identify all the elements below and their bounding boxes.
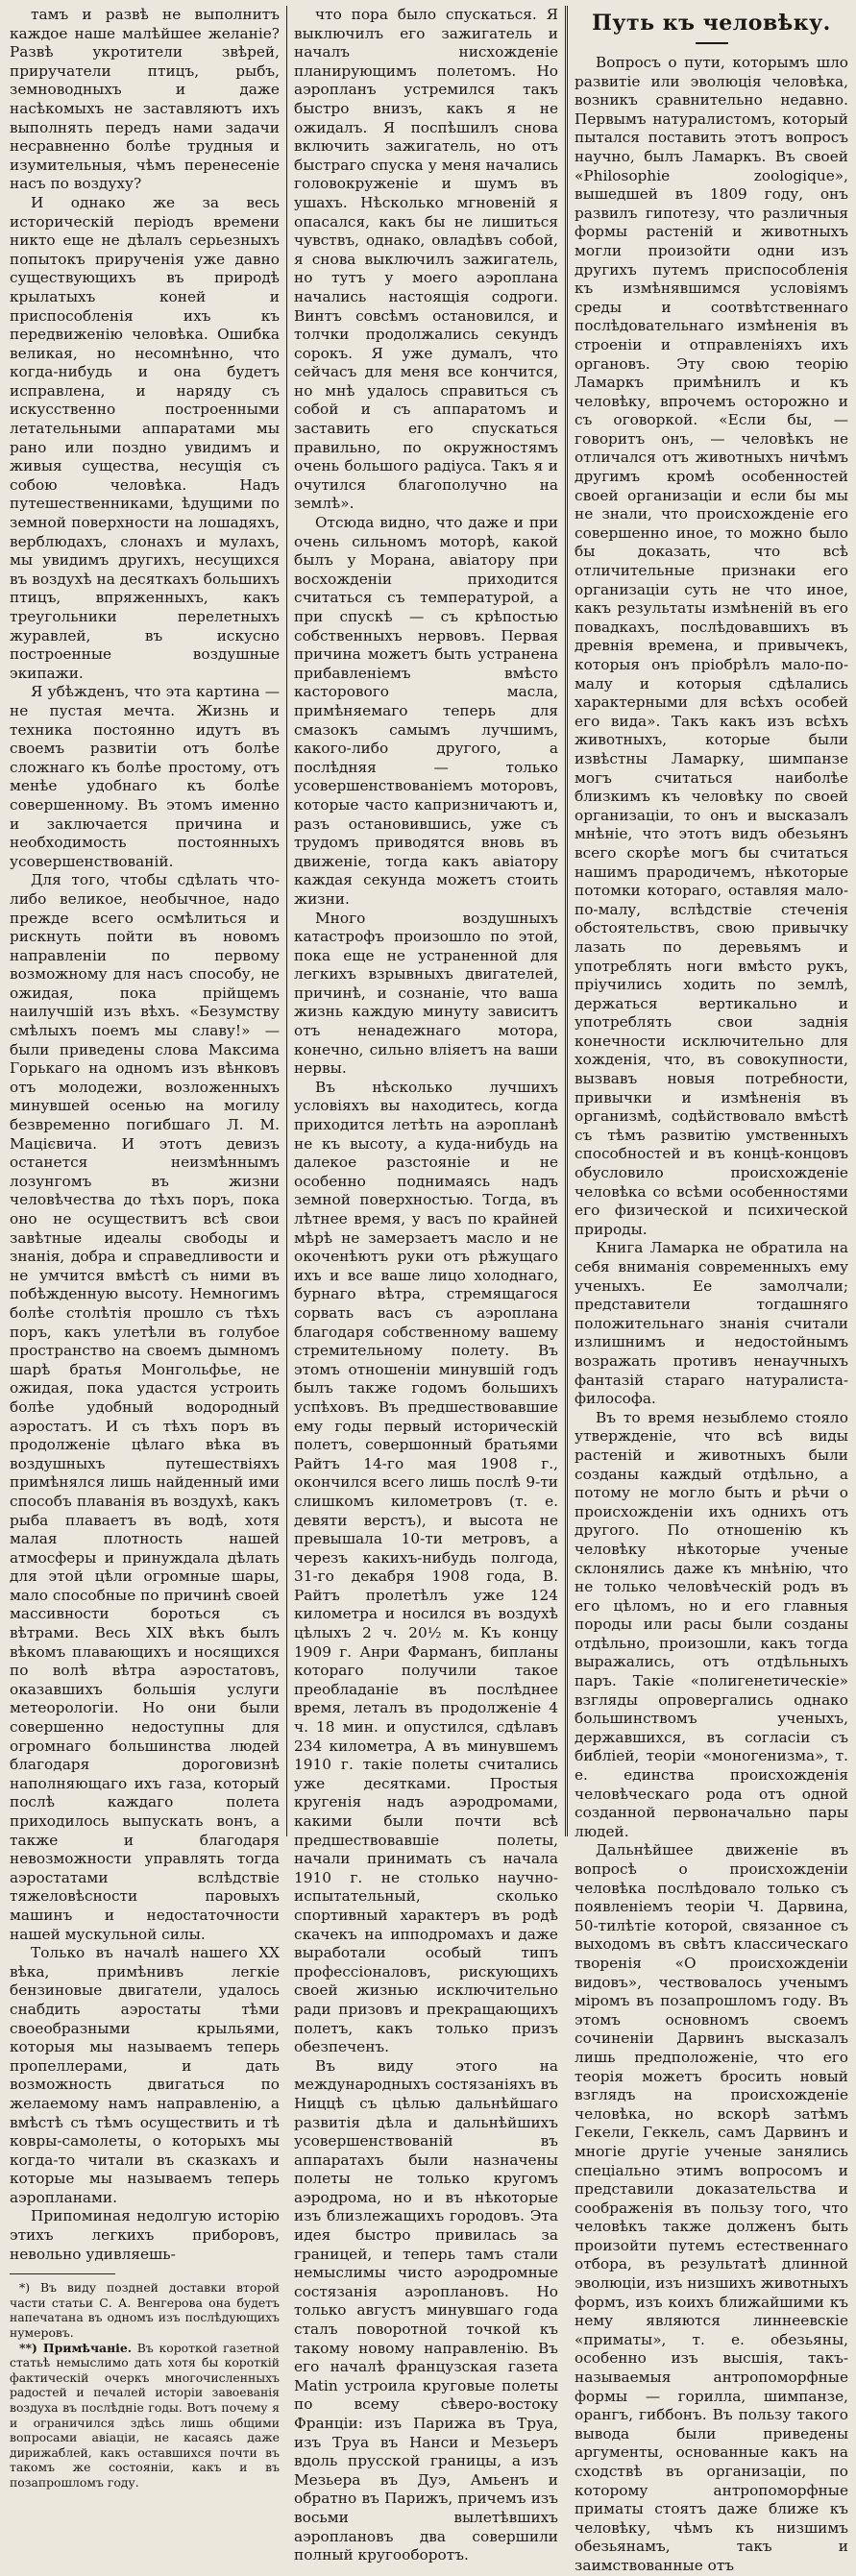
column-left [8, 6, 287, 2490]
footnote-2-text: Въ короткой газетной статьѣ немыслимо дать хотя бы короткій фактическій очеркъ многочисленныхъ радостей и печалей исторіи завоеванія воздуха въ послѣдніе годы. Вотъ почему я и ограничился здѣсь лишь общими вопросами авіаціи, не касаясь даже дирижаблей, какъ оставшихся почти въ такомъ же состояніи, какъ и въ позапрошломъ году. [10, 2340, 280, 2490]
footnote-2 [10, 2341, 280, 2491]
paragraph: Припоминая недолгую исторію этихъ легкихъ приборовъ, невольно удивляешь- [10, 2207, 280, 2263]
paragraph: Я убѣжденъ, что эта картина — не пустая мечта. Жизнь и техника постоянно идутъ въ своемъ развитіи отъ болѣе сложнаго къ болѣе простому, отъ менѣе удобнаго къ болѣе совершенному. Въ этомъ именно и заключается причина и необходимость постоянныхъ усовершенствованій. [10, 683, 280, 870]
paragraph: Въ нѣсколько лучшихъ условіяхъ вы находитесь, когда приходится летѣть на аэропланѣ не къ высоту, а кудa-нибудь на далекое разстояніе и не особенно поднимаясь надъ земной поверхностью. Тогда, въ лѣтнее время, у васъ по крайней мѣрѣ не замерзаетъ масло и не окоченѣютъ руки отъ рѣжущаго ихъ и все ваше лицо холоднаго, бурнаго вѣтра, стремящагося сорвать васъ съ аэроплана благодаря собственному вашему стремительному полету. Въ этомъ отношеніи минувшій годъ былъ также годомъ большихъ успѣховъ. Въ предшествовавшие ему годы первый историческій полетъ, совершонный братьями Райтъ 14-го мая 1908 г., окончился всего лишь послѣ 9-ти слишкомъ километровъ (т. е. девяти верстъ), и высота не превышала 10-ти метровъ, а черезъ какихъ-нибудь полгода, 31-го декабря 1908 года, В. Райтъ пролетѣлъ уже 124 километра и носился въ воздухѣ цѣлыхъ 2 ч. 20½ м. Къ концу 1909 г. Анри Фарманъ, бипланы котораго получили такое преобладаніе въ послѣднее время, леталъ въ продолженіе 4 ч. 18 мин. и опустился, сдѣлавъ 234 километра, А въ минувшемъ 1910 г. такіе полеты считались уже десятками. Простыя кругенія надъ аэродромами, какими были почти всѣ предшествовавшіе полеты, начали принимать съ начала 1910 г. не столько научно-испытательный, сколько спортивный характеръ въ родѣ скачекъ на ипподромахъ и даже выработали особый типъ профессіоналовъ, рискующихъ своей жизнью исключительно ради призовъ и прекращающихъ полетъ, какъ только призъ обезпеченъ. [294, 1078, 558, 2056]
article-title: Путь къ человѣку. [592, 11, 831, 36]
footnotes [10, 2280, 280, 2490]
paragraph: Въ виду этого на международныхъ состязаніяхъ въ Ниццѣ съ цѣлью дальнѣйшаго развитія дѣла и дальнѣйшихъ усовершенствованій въ аппаратахъ были назначены полеты не только кругомъ аэродрома, но и въ нѣкоторые изъ близлежащихъ городовъ. Эта идея быстро привилась за границей, и теперь тамъ стали немыслимы чисто аэродромные состязанія аэроплановъ. Но только августъ минувшаго года сталъ поворотной точкой къ такому новому направленію. Въ его началѣ французская газета Matin устроила круговые полеты по всему сѣверо-востоку Франціи: изъ Парижа въ Труа, изъ Труа въ Нанси и Мезьеръ вдоль прусской границы, а изъ Мезьера въ Дуэ, Амьенъ и обратно въ Парижъ, причемъ изъ восьми вылетѣвшихъ аэроплановъ два совершили полный кругооборотъ. [294, 2056, 558, 2564]
footnote-divider [10, 2273, 115, 2274]
paragraph: Дальнѣйшее движеніе въ вопросѣ о происхожденіи человѣка послѣдовало только съ появленіемъ теоріи Ч. Дарвина, 50-тилѣтіе которой, связанное съ выходомъ въ свѣтъ классическаго творенія «О происхожденіи видовъ», чествовалось ученымъ міромъ въ позапрошломъ году. Въ этомъ основномъ своемъ сочиненіи Дарвинъ высказалъ лишь предположеніе, что его теорія можетъ бросить новый взглядъ на происхожденіе человѣка, но вскорѣ затѣмъ Гекели, Геккель, самъ Дарвинъ и многіе другіе ученые занялись спеціально этимъ вопросомъ и представили доказательства и соображенія въ пользу того, что человѣкъ также долженъ быть произойти путемъ естественнаго отбора, въ результатѣ длинной эволюціи, изъ низшихъ животныхъ формъ, изъ коихъ ближайшими къ нему являются линнеевскіе «приматы», т. е. обезьяны, особенно изъ высшія, такъ-называемыя антропоморфные формы — горилла, шимпанзе, орангъ, гиббонъ. Въ пользу такого вывода были приведены аргументы, основанные какъ на сходствѣ въ организаціи, по которому антропоморфные приматы стоятъ даже ближе къ человѣку, чѣмъ къ низшимъ обезьянамъ, такъ и заимствованные отъ [575, 1841, 848, 2574]
paragraph: Книга Ламарка не обратила на себя вниманія современныхъ ему ученыхъ. Ее замолчали; представители тогдашняго положительнаго знанія считали излишнимъ и недостойнымъ возражать противъ ненаучныхъ фантазій стараго натуралиста-философа. [575, 1239, 848, 1408]
paragraph: Вопросъ о пути, которымъ шло развитіе или эволюція человѣка, возникъ сравнительно недавно. Первымъ натуралистомъ, который пытался поставить этотъ вопросъ научно, былъ Ламаркъ. Въ своей «Philosophie zoologique», вышедшей въ 1809 году, онъ развилъ гипотезу, что различныя формы растеній и животныхъ могли произойти одни изъ другихъ путемъ приспособленія къ измѣнявшимся условіямъ среды и соотвѣтственнаго послѣдовательнаго измѣненія въ строеніи и отправленіяхъ ихъ органовъ. Эту свою теорію Ламаркъ примѣнилъ и къ человѣку, впрочемъ осторожно и съ оговоркой. «Если бы, — говоритъ онъ, — человѣкъ не отличался отъ животныхъ ничѣмъ другимъ кромѣ особенностей своей организаціи и если бы мы не знали, что происхожденіе его совершенно иное, то можно было бы доказать, что всѣ отличительные признаки его организаціи суть не что иное, какъ результаты измѣненій въ его повадкахъ, послѣдовавшихъ въ древнія времена, и привычекъ, которыя онъ пріобрѣлъ мало-по-малу и которыя сдѣлались характерными для всѣхъ особей его вида». Такъ какъ изъ всѣхъ животныхъ, которые были извѣстны Ламарку, шимпанзе могъ считаться наиболѣе близкимъ къ человѣку по своей организаціи, то онъ и высказалъ мнѣніе, что этотъ видъ обезьянъ всего скорѣе могъ бы считаться нашимъ прародичемъ, нѣкоторые потомки котораго, оставляя мало-по-малу, вслѣдствіе стеченія обстоятельствъ, свою привычку лазать по деревьямъ и употреблять ноги вмѣсто рукъ, пріучились ходить по землѣ, держаться вертикально и употреблять свои заднія конечности исключительно для хожденія, что, въ совокупности, вызвавъ новыя потребности, привычки и измѣненія въ организмѣ, содѣйствовало вмѣстѣ съ тѣмъ развитію умственныхъ способностей и въ концѣ-концовъ обусловило происхожденіе человѣка со всѣми особенностями его физической и психической природы. [575, 54, 848, 1238]
paragraph: Только въ началѣ нашего XX вѣка, примѣнивъ легкіе бензиновые двигатели, удалось снабдить аэростаты тѣми своеобразными крыльями, которыя мы называемъ теперь пропеллерами, и дать возможность двигаться по желаемому намъ направленію, а вмѣстѣ съ тѣмъ осуществить и тѣ ковры-самолеты, о которыхъ мы когда-то читали въ сказкахъ и которые мы называемъ теперь аэропланами. [10, 1944, 280, 2206]
column-right [568, 6, 850, 2574]
column-middle [287, 6, 568, 2564]
paragraph: Отсюда видно, что даже и при очень сильномъ моторѣ, какой былъ у Моранa, авіатору при восхожденіи приходится считаться съ температурой, а при спускѣ — съ крѣпостью собственныхъ нервовъ. Первая причина можетъ быть устранена прибавленіемъ вмѣсто касторового масла, примѣняемаго теперь для смазокъ самымъ лучшимъ, какого-либо другого, а послѣдняя — только усовершенствованіемъ моторовъ, которые часто капризничаютъ и, разъ остановившись, уже съ трудомъ приводятся вновь въ движеніе, тогда какъ авіатору каждая секунда можетъ стоить жизни. [294, 514, 558, 908]
paragraph: тамъ и развѣ не выполнитъ каждое наше малѣйшее желаніе? Развѣ укротители звѣрей, приручатели птицъ, рыбъ, земноводныхъ и даже насѣкомыхъ не заставляютъ ихъ выполнять передъ нами задачи несравненно болѣе трудныя и изумительныя, чѣмъ перенесеніе насъ по воздуху? [10, 6, 280, 193]
footnote-1: *) Въ виду поздней доставки второй части статьи С. А. Венгерова она будетъ напечатана въ одномъ изъ послѣдующихъ нумеровъ. [10, 2280, 280, 2341]
footnote-2-mark: **) Примѣчаніе. [19, 2340, 133, 2355]
paragraph: Для того, чтобы сдѣлать что-либо великое, необычное, надо прежде всего осмѣлиться и рискнуть пойти въ новомъ направленіи по первому возможному для насъ способу, не ожидая, пока прійщемъ наилучшій изъ вѣхъ. «Безумству смѣлыхъ поемъ мы славу!» — были приведены слова Максима Горькаго на одномъ изъ вѣнковъ отъ молодежи, возложенныхъ минувшей осенью на могилу безвременно погибшаго Л. М. Мацієвича. И этотъ девизъ останется неизмѣннымъ лозунгомъ въ жизни человѣчества до тѣхъ поръ, пока оно не осуществитъ всѣ свои завѣтные идеалы свободы и знанія, добра и справедливости и не умчится вмѣстѣ съ ними въ побѣжденную высоту. Немногимъ болѣе столѣтія прошло съ тѣхъ поръ, какъ улетѣли въ голубое пространство на своемъ дымномъ шарѣ братья Монгольфье, не ожидая, пока удастся устроить болѣе удобный водородный аэростатъ. И съ тѣхъ поръ въ продолженіе цѣлаго вѣка въ воздушныхъ путешествіяхъ примѣнялся лишь найденный ими способъ плаванія въ воздухѣ, какъ рыба плаваетъ въ водѣ, хотя малая плотность нашей атмосферы и принуждала дѣлать для этой цѣли огромные шары, мало способные по причинѣ своей массивности бороться съ вѣтрами. Весь XIX вѣкъ былъ вѣкомъ плавающихъ и носящихся по волѣ вѣтра аэростатовъ, оказавшихъ большія услуги метеорологіи. Но они были совершенно недоступны для огромнаго большинства людей благодаря дороговизнѣ наполняющаго ихъ газа, который послѣ каждаго полета приходилось выпускать вонъ, а также и благодаря невозможности управлять тогда аэростатами вслѣдствіе тяжеловѣсности паровыхъ машинъ и недостаточности нашей мускульной силы. [10, 871, 280, 1943]
paragraph: что пора было спускаться. Я выключилъ его зажигатель и началъ нисхожденіе планирующимъ полетомъ. Но аэропланъ устремился такъ быстро внизъ, какъ я не ожидалъ. Я поспѣшилъ снова включить зажигатель, но отъ быстраго спуска у меня начались головокруженіе и шумъ въ ушахъ. Нѣсколько мгновеній я опасался, какъ бы не лишиться чувствъ, однако, овладѣвъ собой, я снова выключилъ зажигатель, но тутъ у моего аэроплана начались настоящія содроги. Винтъ совсѣмъ остановился, и толчки продолжались секундъ сорокъ. Я уже думалъ, что сейчасъ для меня все кончится, но мнѣ удалось справиться съ собой и съ аппаратомъ и заставить его спускаться правильно, по окружностямъ очень большого радіуса. Такъ я и очутился благополучно на землѣ». [294, 6, 558, 513]
paragraph: Много воздушныхъ катастрофъ произошло по этой, пока еще не устраненной для легкихъ взрывныхъ двигателей, причинѣ, и сознаніе, что ваша жизнь каждую минуту зависитъ отъ ненадежнаго мотора, конечно, сильно вліяетъ на ваши нервы. [294, 909, 558, 1078]
paragraph: Въ то время незыблемо стояло утвержденіе, что всѣ виды растеній и животныхъ были созданы каждый отдѣльно, а потому не могло быть и рѣчи о происхожденіи ихъ однихъ отъ другого. По отношенію къ человѣку нѣкоторые ученые склонялись даже къ мнѣнію, что не только человѣческій родъ въ его цѣломъ, но и его главныя породы или расы были созданы отдѣльно, произошли, какъ тогда выражались, отъ отдѣльныхъ паръ. Такіе «полигенетическіе» взгляды опровергались однако большинствомъ ученыхъ, державшихся, въ согласіи съ библіей, теоріи «моногенизма», т. е. единства происхожденія человѣческаго рода отъ одной созданной первоначально пары людей. [575, 1408, 848, 1840]
paragraph: И однако же за весь историческій періодъ времени никто еще не дѣлалъ серьезныхъ попытокъ прирученія уже давно существующихъ въ природѣ крылатыхъ коней и приспособленія ихъ къ передвиженію человѣка. Ошибка великая, но несомнѣнно, что когда-нибудь и она будетъ исправлена, и наряду съ искусственно построенными летательными аппаратами мы рано или поздно увидимъ и живыя существа, несущія съ собою человѣка. Надъ путешественниками, ѣдущими по земной поверхности на лошадяхъ, верблюдахъ, слонахъ и мулахъ, мы увидимъ другихъ, несущихся въ воздухѣ на десяткахъ большихъ птицъ, впряженныхъ, какъ треугольники перелетныхъ журавлей, въ искусно построенные воздушные экипажи. [10, 193, 280, 682]
title-divider [696, 42, 728, 44]
